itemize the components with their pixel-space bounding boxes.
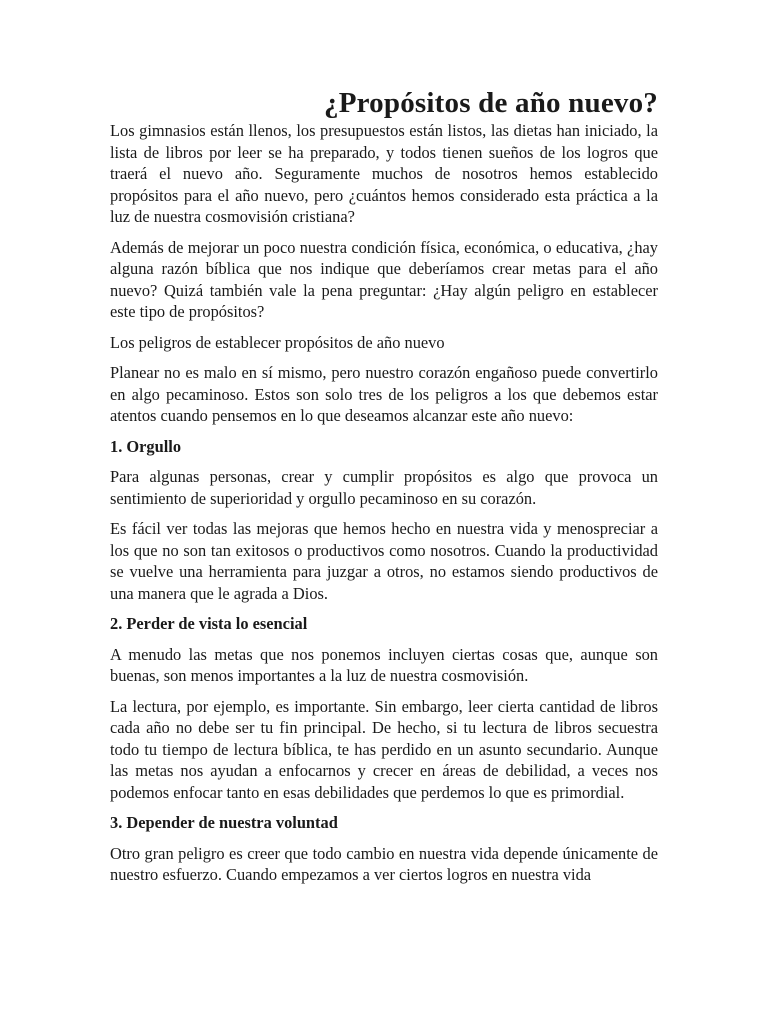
paragraph-planning: Planear no es malo en sí mismo, pero nuestro corazón engañoso puede convertirlo en algo pecaminoso. Estos son solo tres de los peligros a los que debemos estar atentos cuando pensemos en lo que deseamos alcanzar este año nuevo: xyxy=(110,363,658,425)
paragraph-dangers-title: Los peligros de establecer propósitos de año nuevo xyxy=(110,332,445,352)
document-page xyxy=(110,86,658,895)
paragraph-will-1: Otro gran peligro es creer que todo cambio en nuestra vida depende únicamente de nuestro esfuerzo. Cuando empezamos a ver ciertos logros en nuestra vida xyxy=(110,843,658,884)
paragraph-question: Además de mejorar un poco nuestra condición física, económica, o educativa, ¿hay alguna razón bíblica que nos indique que deberíamos crear metas para el año nuevo? Quizá también vale la pena preguntar: ¿Hay algún peligro en establecer este tipo de propósitos? xyxy=(110,237,658,321)
section-heading-will: 3. Depender de nuestra voluntad xyxy=(110,813,338,832)
document-title: ¿Propósitos de año nuevo? xyxy=(324,87,658,119)
section-heading-pride: 1. Orgullo xyxy=(110,436,182,456)
paragraph-essential-2: La lectura, por ejemplo, es importante. Sin embargo, leer cierta cantidad de libros cada año no debe ser tu fin principal. De hecho, si tu lectura de libros secuestra todo tu tiempo de lectura bíblica, te has perdido en un asunto secundario. Aunque las metas nos ayudan a enfocarnos y crecer en áreas de debilidad, a veces nos podemos enfocar tanto en esas debilidades que perdemos lo que es primordial. xyxy=(110,696,658,802)
paragraph-pride-1: Para algunas personas, crear y cumplir propósitos es algo que provoca un sentimiento de superioridad y orgullo pecaminoso en su corazón. xyxy=(110,467,658,508)
paragraph-intro: Los gimnasios están llenos, los presupuestos están listos, las dietas han iniciado, la lista de libros por leer se ha preparado, y todos tienen sueños de los logros que traerá el nuevo año. Seguramente muchos de nosotros hemos establecido propósitos para el año nuevo, pero ¿cuántos hemos considerado esta práctica a la luz de nuestra cosmovisión cristiana? xyxy=(110,121,658,226)
paragraph-pride-2: Es fácil ver todas las mejoras que hemos hecho en nuestra vida y menospreciar a los que no son tan exitosos o productivos como nosotros. Cuando la productividad se vuelve una herramienta para juzgar a otros, no estamos siendo productivos de una manera que le agrada a Dios. xyxy=(110,519,658,603)
section-heading-essential: 2. Perder de vista lo esencial xyxy=(110,614,308,633)
paragraph-essential-1: A menudo las metas que nos ponemos incluyen ciertas cosas que, aunque son buenas, son menos importantes a la luz de nuestra cosmovisión. xyxy=(110,644,658,685)
